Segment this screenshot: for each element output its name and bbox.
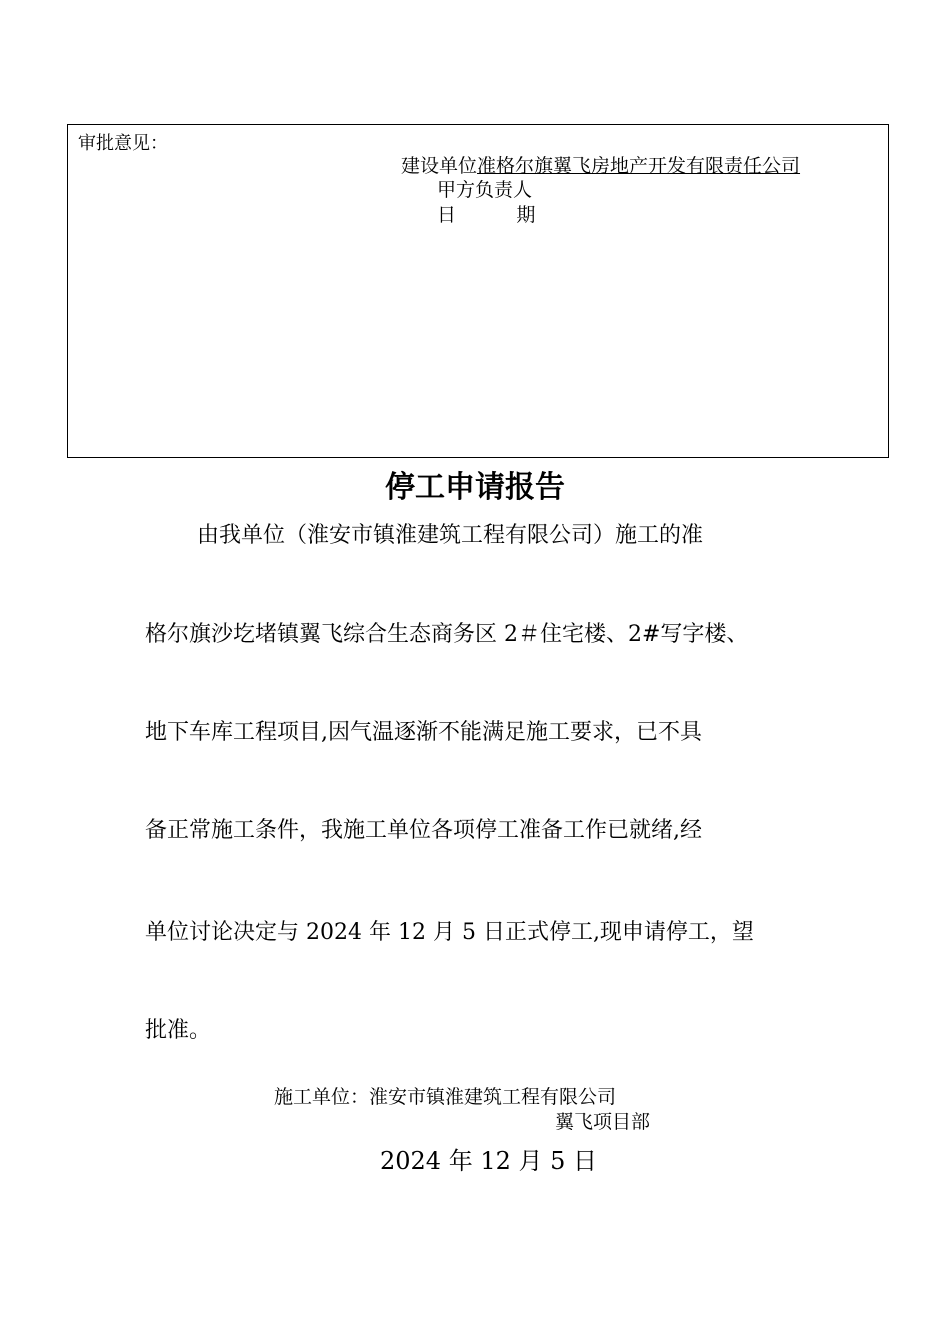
report-line-2: 格尔旗沙圪堵镇翼飞综合生态商务区 2＃住宅楼、2#写字楼、 <box>145 622 749 647</box>
signature-company: 施工单位：淮安市镇淮建筑工程有限公司 <box>274 1086 617 1108</box>
owner-label: 甲方负责人 <box>437 179 533 201</box>
report-line-4: 备正常施工条件，我施工单位各项停工准备工作已就绪,经 <box>145 818 702 843</box>
report-line-3: 地下车库工程项目,因气温逐渐不能满足施工要求，已不具 <box>145 720 702 745</box>
approval-label: 审批意见： <box>78 133 168 154</box>
report-title: 停工申请报告 <box>385 470 565 505</box>
report-line-6: 批准。 <box>145 1018 212 1043</box>
report-line-5: 单位讨论决定与 2024 年 12 月 5 日正式停工,现申请停工，望 <box>145 920 754 945</box>
builder-line <box>401 151 800 178</box>
date-label: 日 期 <box>437 204 536 226</box>
signature-date: 2024 年 12 月 5 日 <box>380 1147 598 1175</box>
builder-prefix: 建设单位 <box>401 155 478 177</box>
signature-department: 翼飞项目部 <box>555 1111 651 1133</box>
builder-name: 准格尔旗翼飞房地产开发有限责任公司 <box>477 155 801 177</box>
report-line-1: 由我单位（淮安市镇淮建筑工程有限公司）施工的准 <box>197 523 704 548</box>
approval-box <box>67 124 889 458</box>
